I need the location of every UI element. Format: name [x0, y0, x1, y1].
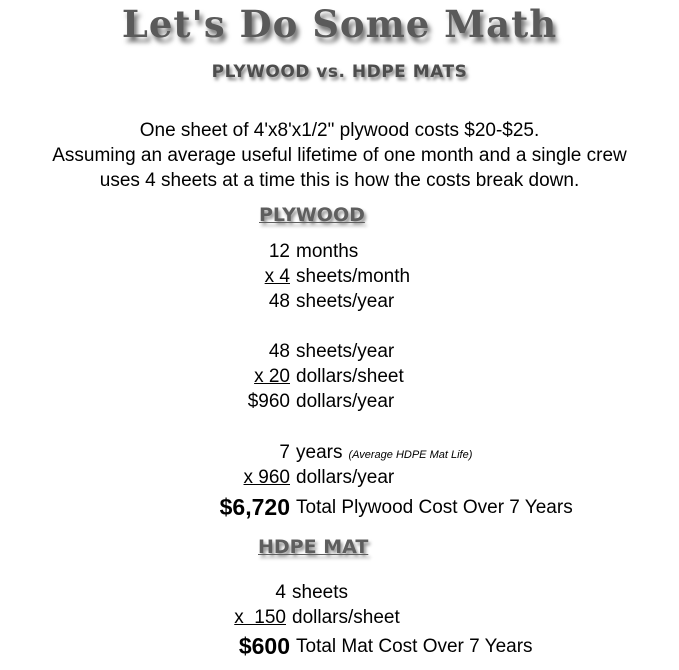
calc-number-cell: [200, 340, 290, 364]
calc-unit-with-note: [296, 441, 472, 465]
calc-number-cell: [200, 390, 290, 414]
calc-result: $960: [247, 391, 290, 412]
calc-number-cell: [200, 581, 286, 605]
calc-number-cell: [200, 441, 290, 465]
calc-number: 7: [279, 442, 290, 463]
calc-number-cell: [200, 290, 290, 314]
calc-multiplier: x 4: [264, 266, 290, 287]
calc-unit: years: [296, 442, 343, 463]
calc-unit: dollars/sheet: [296, 366, 404, 387]
calc-number: 12: [268, 241, 290, 262]
calc-unit: months: [296, 241, 359, 262]
intro-line: uses 4 sheets at a time this is how the costs break down.: [99, 170, 580, 191]
page-subtitle: PLYWOOD vs. HDPE MATS: [211, 62, 468, 82]
calc-multiplier: x 960: [243, 467, 290, 488]
page-title: Let's Do Some Math: [121, 2, 558, 46]
plywood-heading: PLYWOOD: [259, 204, 365, 226]
calc-unit: dollars/sheet: [292, 607, 400, 628]
calc-unit: dollars/year: [296, 391, 395, 412]
hdpe-total-label: Total Mat Cost Over 7 Years: [296, 636, 533, 657]
intro-line: One sheet of 4'x8'x1/2" plywood costs $20-$25.: [139, 120, 540, 141]
calc-number: 4: [275, 582, 286, 603]
calc-number-cell: [190, 493, 290, 521]
calc-unit: sheets/month: [296, 266, 411, 287]
calc-unit: sheets: [292, 582, 348, 603]
calc-unit: sheets/year: [296, 341, 395, 362]
calc-number-cell: [200, 240, 290, 264]
calc-number-cell: [200, 466, 290, 490]
hdpe-heading: HDPE MAT: [258, 536, 369, 558]
calc-number: 48: [268, 341, 290, 362]
calc-number-cell: [200, 606, 286, 630]
plywood-total: $6,720: [219, 494, 290, 520]
intro-line: Assuming an average useful lifetime of one month and a single crew: [52, 145, 627, 166]
calc-number-cell: [200, 265, 290, 289]
calc-multiplier: x 150: [234, 607, 286, 628]
calc-unit: sheets/year: [296, 291, 395, 312]
mat-life-note: (Average HDPE Mat Life): [348, 449, 473, 461]
calc-result: 48: [268, 291, 290, 312]
calc-multiplier: x 20: [254, 366, 290, 387]
intro-paragraph: [0, 118, 679, 193]
hdpe-total: $600: [238, 633, 290, 659]
calc-number-cell: [200, 365, 290, 389]
calc-unit: dollars/year: [296, 467, 395, 488]
calc-number-cell: [196, 632, 290, 660]
plywood-total-label: Total Plywood Cost Over 7 Years: [296, 497, 573, 518]
